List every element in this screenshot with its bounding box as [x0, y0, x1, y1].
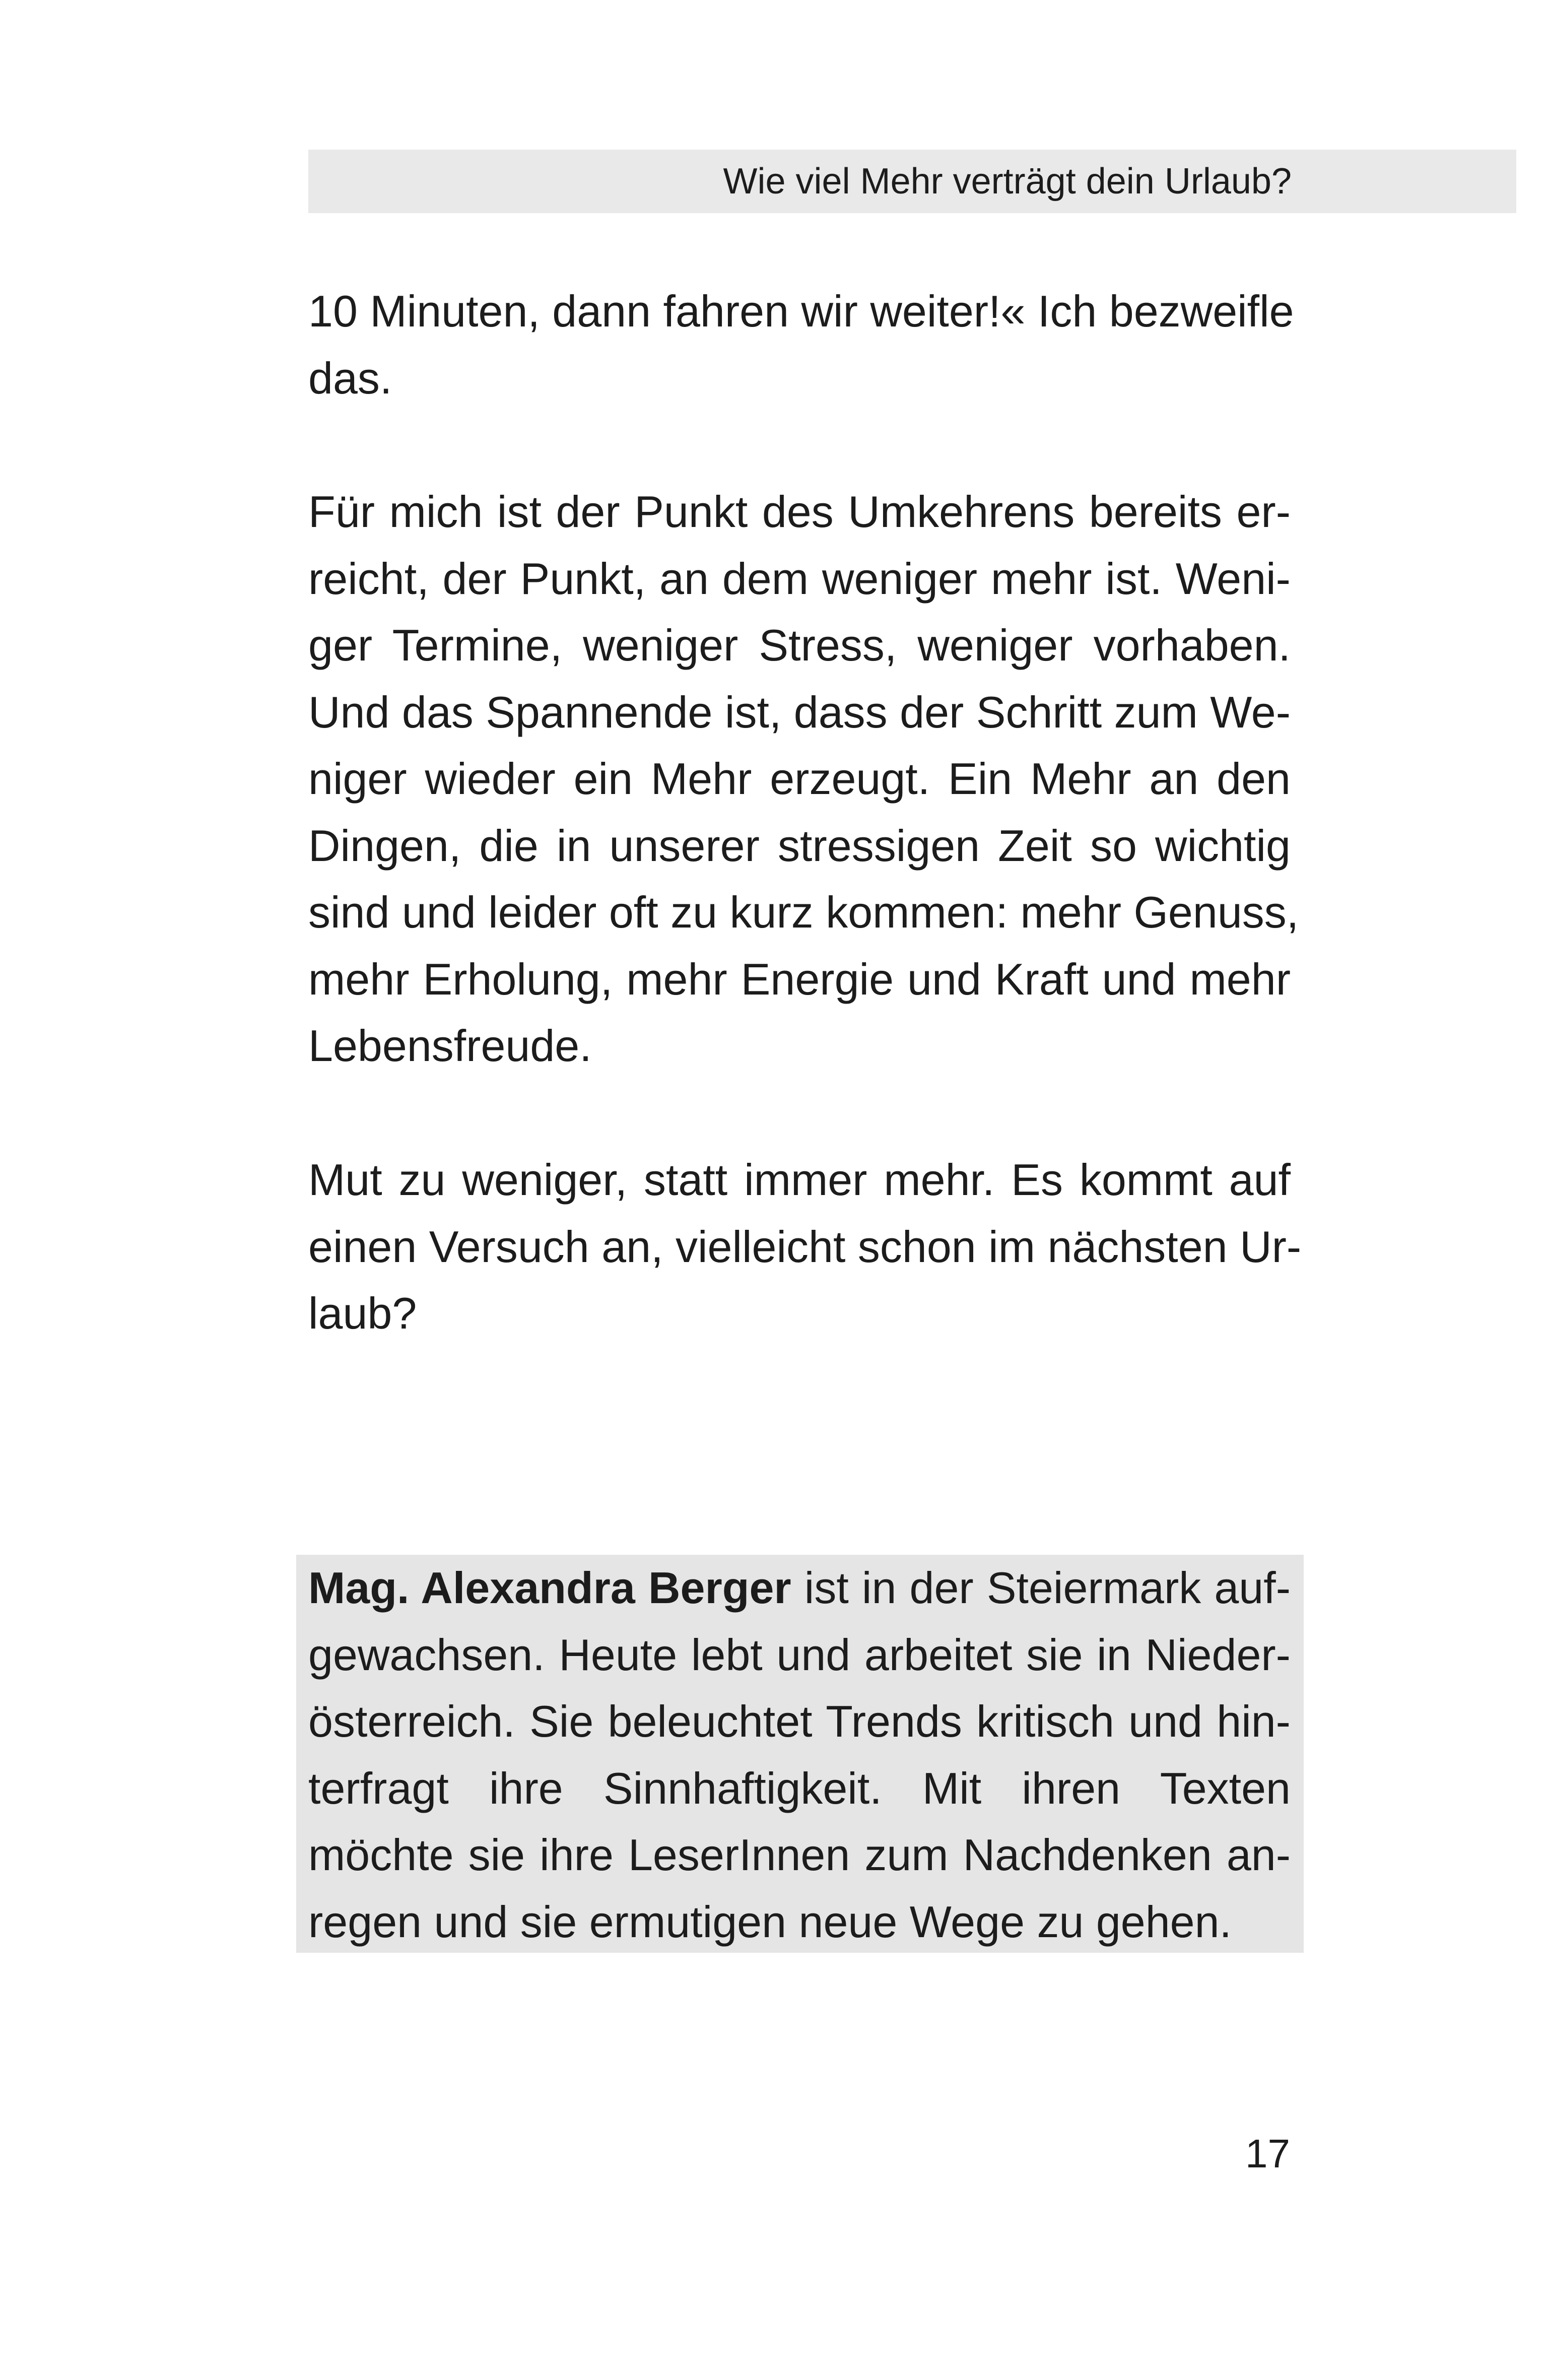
text-line: gewachsen. Heute lebt und arbeitet sie in Nieder-	[308, 1629, 1291, 1680]
text-line: ger Termine, weniger Stress, weniger vorhaben.	[308, 620, 1291, 670]
text-fragment: ist in der Steiermark auf-	[791, 1563, 1291, 1613]
text-line: einen Versuch an, vielleicht schon im nächsten Ur-	[308, 1221, 1302, 1272]
text-line: 10 Minuten, dann fahren wir weiter!« Ich bezweifle	[308, 286, 1294, 336]
text-line: Dingen, die in unserer stressigen Zeit so wichtig	[308, 820, 1291, 871]
text-line: möchte sie ihre LeserInnen zum Nachdenken an-	[308, 1830, 1291, 1880]
text-line: regen und sie ermutigen neue Wege zu gehen.	[308, 1896, 1232, 1947]
text-line: Mut zu weniger, statt immer mehr. Es kommt auf	[308, 1155, 1291, 1205]
author-name: Mag. Alexandra Berger	[308, 1563, 791, 1613]
text-line: Für mich ist der Punkt des Umkehrens bereits er-	[308, 487, 1291, 537]
author-bio-text	[308, 1555, 1291, 1955]
author-bio-first-line	[308, 1555, 1291, 1622]
page-number: 17	[1245, 2131, 1290, 2176]
text-line: niger wieder ein Mehr erzeugt. Ein Mehr an den	[308, 754, 1291, 804]
author-bio-box	[296, 1555, 1304, 1953]
text-line: terfragt ihre Sinnhaftigkeit. Mit ihren Texten	[308, 1763, 1291, 1813]
running-header-title: Wie viel Mehr verträgt dein Urlaub?	[723, 161, 1292, 202]
paragraph-1	[308, 278, 1294, 412]
text-line: mehr Erholung, mehr Energie und Kraft und mehr	[308, 954, 1291, 1004]
paragraph-2	[308, 479, 1299, 1080]
running-header	[308, 150, 1516, 213]
text-line: Lebensfreude.	[308, 1021, 592, 1071]
text-line: reicht, der Punkt, an dem weniger mehr ist. Weni-	[308, 553, 1291, 604]
text-line: österreich. Sie beleuchtet Trends kritisch und hin-	[308, 1696, 1291, 1746]
paragraph-3	[308, 1147, 1302, 1347]
text-line: laub?	[308, 1288, 417, 1338]
text-line: Und das Spannende ist, dass der Schritt zum We-	[308, 687, 1291, 737]
text-line: sind und leider oft zu kurz kommen: mehr Genuss,	[308, 887, 1299, 937]
text-line: das.	[308, 353, 392, 403]
